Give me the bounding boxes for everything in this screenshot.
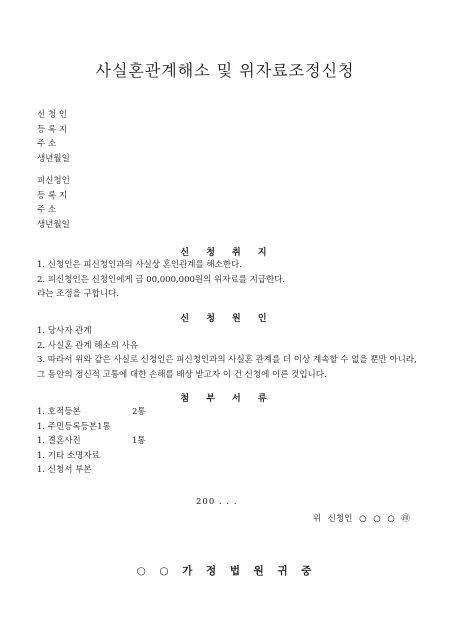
- applicant-block: [37, 108, 70, 166]
- signature-line: 위 신청인 ○ ○ ○ ㊞: [312, 514, 410, 524]
- attachment-item: [37, 463, 111, 478]
- attachment-label: 1. 호적등본: [37, 407, 81, 417]
- cause-body: [37, 324, 427, 382]
- purpose-line: 2. 피신청인은 신청인에게 금 00,000,000원의 위자료를 지급한다.: [37, 274, 286, 285]
- respondent-address-label: 주 소: [37, 205, 57, 215]
- purpose-body: [37, 258, 427, 302]
- attachment-count: 1통: [132, 436, 146, 446]
- attachment-item: [37, 405, 146, 420]
- respondent-birthdate-label: 생년월일: [37, 219, 70, 230]
- cause-line: 1. 당사자 관계: [37, 326, 92, 336]
- document-title: 사실혼관계해소 및 위자료조정신청: [95, 61, 355, 80]
- purpose-heading: 신 청 취 지: [180, 248, 270, 258]
- attachment-label: 1. 신청서 부본: [37, 465, 92, 475]
- applicant-name-label: 신 청 인: [37, 110, 68, 120]
- respondent-name-label: 피신청인: [37, 176, 70, 186]
- purpose-line: 라는 조정을 구합니다.: [37, 289, 120, 299]
- respondent-registry-label: 등 록 지: [37, 190, 68, 201]
- attachment-label: 1. 기타 소명자료: [37, 450, 100, 461]
- attachments-heading: 첨 부 서 류: [180, 394, 270, 404]
- applicant-registry-label: 등 록 지: [37, 124, 68, 135]
- attachment-item: [37, 449, 111, 464]
- attachments-list: [37, 405, 146, 478]
- respondent-block: [37, 174, 70, 232]
- attachment-item: [37, 434, 146, 449]
- attachment-item: [37, 420, 111, 435]
- cause-heading: 신 청 원 인: [180, 314, 270, 324]
- cause-line: 2. 사실혼 관계 해소의 사유: [37, 340, 139, 351]
- purpose-line: 1. 신청인은 피신청인과의 사실상 혼인관계를 해소한다.: [37, 260, 242, 270]
- cause-line: 3. 따라서 위와 같은 사실로 신청인은 피신청인과의 사실혼 관계를 더 이상 계속할 수 없을 뿐만 아니라, 그 동안의 정신적 고통에 대한 손해를 배상 받고자 이 건 신청에 이른 것입니다.: [37, 355, 417, 380]
- attachment-count: 2통: [132, 407, 146, 417]
- attachment-label: 1. 주민등록등본1통: [37, 421, 111, 432]
- attachment-label: 1. 결혼사진: [37, 436, 81, 446]
- court-addressee: ○ ○ 가 정 법 원 귀 중: [136, 565, 314, 577]
- applicant-birthdate-label: 생년월일: [37, 153, 70, 164]
- applicant-address-label: 주 소: [37, 139, 57, 149]
- date-line: 200 . . .: [196, 497, 238, 507]
